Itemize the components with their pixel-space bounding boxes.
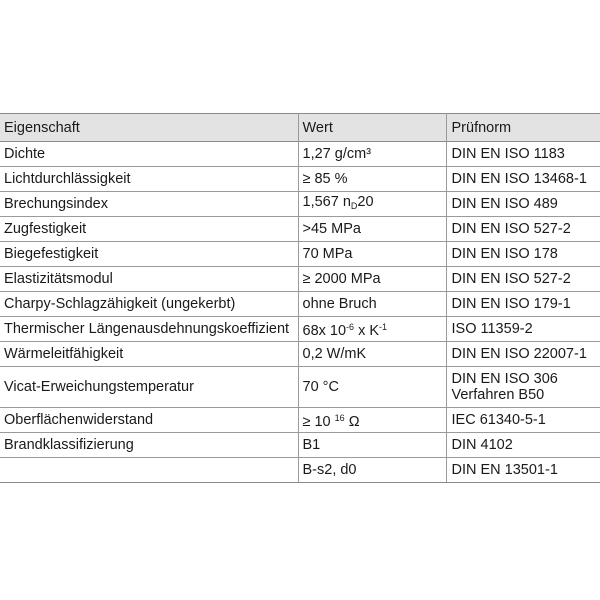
properties-table-container	[0, 113, 600, 483]
row-property	[0, 458, 298, 483]
row-property: Zugfestigkeit	[0, 217, 298, 242]
row-property: Oberflächenwiderstand	[0, 408, 298, 433]
properties-table	[0, 113, 600, 483]
row-standard	[446, 367, 600, 408]
row-property: Thermischer Längenausdehnungskoeffizient	[0, 317, 298, 342]
row-property: Wärmeleitfähigkeit	[0, 342, 298, 367]
header-value: Wert	[298, 114, 446, 142]
table-row	[0, 267, 600, 292]
row-property: Vicat-Erweichungstemperatur	[0, 367, 298, 408]
value-mid: x K	[354, 323, 380, 339]
row-value: B1	[298, 433, 446, 458]
row-standard: DIN EN ISO 22007-1	[446, 342, 600, 367]
row-standard: DIN EN ISO 527-2	[446, 267, 600, 292]
row-property: Charpy-Schlagzähigkeit (ungekerbt)	[0, 292, 298, 317]
row-value: ohne Bruch	[298, 292, 446, 317]
row-property: Elastizitätsmodul	[0, 267, 298, 292]
row-value: ≥ 85 %	[298, 167, 446, 192]
header-standard: Prüfnorm	[446, 114, 600, 142]
value-tail: Ω	[344, 414, 360, 430]
table-row	[0, 408, 600, 433]
row-value: 1,27 g/cm³	[298, 142, 446, 167]
table-row	[0, 142, 600, 167]
value-superscript: -1	[379, 322, 388, 332]
table-header-row	[0, 114, 600, 142]
row-property: Brandklassifizierung	[0, 433, 298, 458]
value-main: 1,567 n	[302, 194, 351, 210]
row-standard: DIN EN ISO 179-1	[446, 292, 600, 317]
row-standard: DIN EN ISO 527-2	[446, 217, 600, 242]
header-property: Eigenschaft	[4, 119, 80, 136]
row-value: 70 °C	[298, 367, 446, 408]
value-main: 68x 10	[302, 323, 347, 339]
row-property: Lichtdurchlässigkeit	[0, 167, 298, 192]
table-row	[0, 167, 600, 192]
row-value	[298, 408, 446, 433]
row-value: 70 MPa	[298, 242, 446, 267]
table-row	[0, 242, 600, 267]
value-main: ≥ 10	[302, 414, 335, 430]
table-row	[0, 342, 600, 367]
row-value	[298, 192, 446, 217]
row-property: Brechungsindex	[0, 192, 298, 217]
row-value: 0,2 W/mK	[298, 342, 446, 367]
row-standard: DIN 4102	[446, 433, 600, 458]
row-value: B-s2, d0	[298, 458, 446, 483]
standard-line-2: Verfahren B50	[451, 387, 545, 403]
row-standard: DIN EN 13501-1	[446, 458, 600, 483]
value-tail: 20	[357, 194, 374, 210]
value-superscript: -6	[346, 322, 355, 332]
row-standard: IEC 61340-5-1	[446, 408, 600, 433]
row-standard: DIN EN ISO 1183	[446, 142, 600, 167]
value-superscript: 16	[334, 413, 345, 423]
table-row	[0, 292, 600, 317]
row-standard: DIN EN ISO 178	[446, 242, 600, 267]
row-standard: ISO 11359-2	[446, 317, 600, 342]
table-row	[0, 433, 600, 458]
table-row	[0, 367, 600, 408]
row-value: ≥ 2000 MPa	[298, 267, 446, 292]
table-row	[0, 217, 600, 242]
table-row	[0, 192, 600, 217]
value-subscript: D	[350, 201, 358, 211]
table-row	[0, 317, 600, 342]
row-property: Dichte	[0, 142, 298, 167]
row-value: >45 MPa	[298, 217, 446, 242]
standard-line-1: DIN EN ISO 306	[451, 371, 558, 387]
table-row	[0, 458, 600, 483]
row-property: Biegefestigkeit	[0, 242, 298, 267]
row-standard: DIN EN ISO 489	[446, 192, 600, 217]
row-value	[298, 317, 446, 342]
row-standard: DIN EN ISO 13468-1	[446, 167, 600, 192]
